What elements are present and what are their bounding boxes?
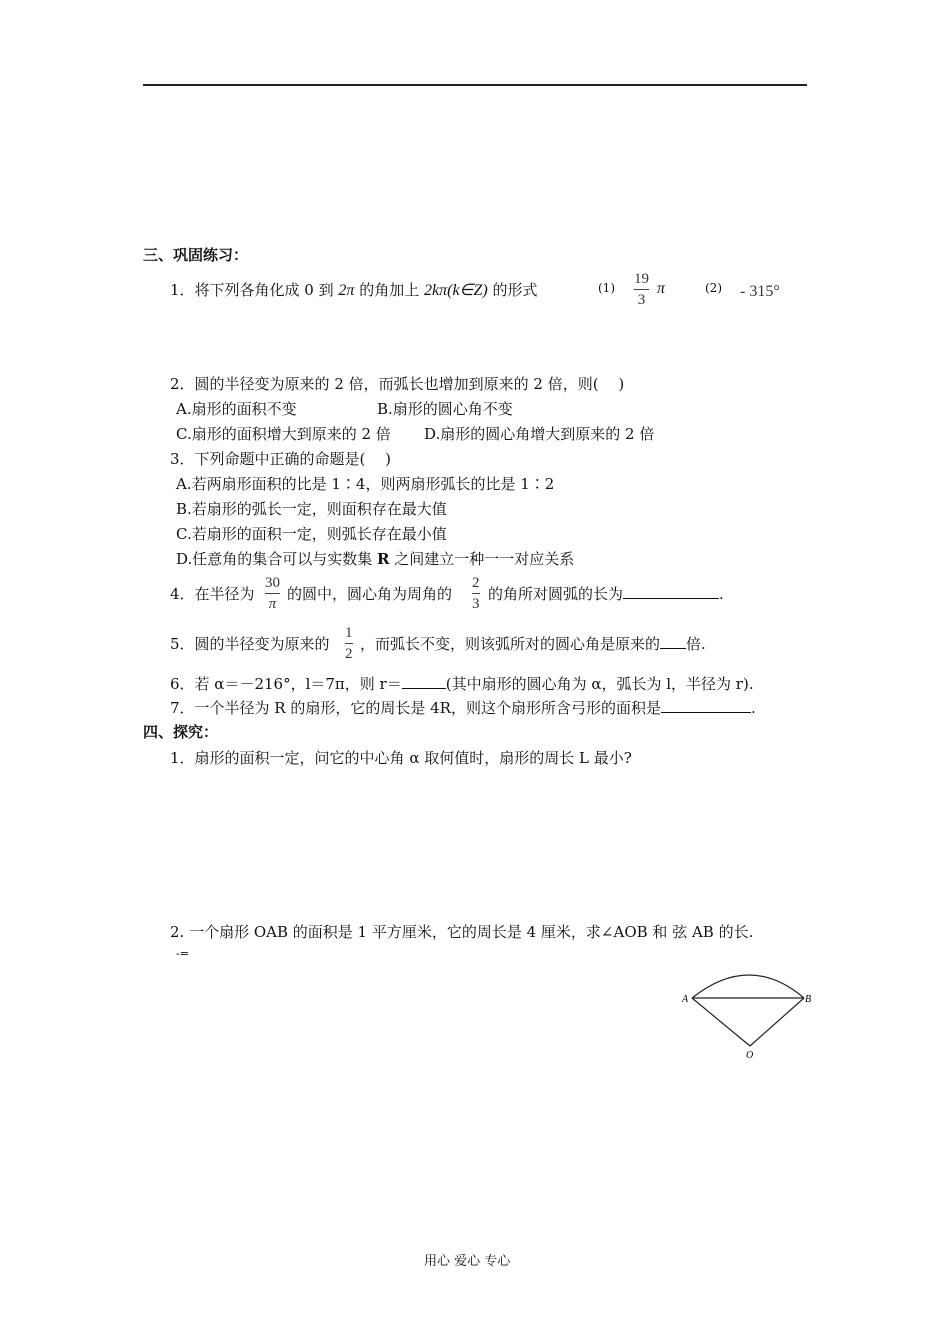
q3-stem: 3．下列命题中正确的命题是( ): [170, 450, 392, 468]
q1-fraction: [634, 270, 649, 309]
q1-pi: π: [657, 280, 666, 297]
label-o: O: [746, 1050, 754, 1061]
q3-option-a: A.若两扇形面积的比是 1∶4，则两扇形弧长的比是 1∶2: [176, 475, 555, 493]
q6-end: (其中扇形的圆心角为 α，弧长为 l，半径为 r).: [445, 675, 754, 693]
q3-option-d-post: 之间建立一种一一对应关系: [394, 550, 575, 568]
q3-option-d-pre: D.任意角的集合可以与实数集: [176, 550, 373, 568]
q1-text-b: 的角加上: [359, 281, 420, 299]
q6-line: [170, 673, 754, 694]
label-b: B: [805, 994, 812, 1005]
q2-option-c: C.扇形的面积增大到原来的 2 倍: [176, 425, 391, 443]
q7-line: [170, 697, 756, 718]
q1-label-2: (2): [705, 281, 722, 295]
q4-text-a: 4．在半径为: [170, 585, 255, 603]
q4-answer-blank[interactable]: [623, 584, 719, 599]
q4-frac2-den: 3: [472, 596, 480, 612]
label-a: A: [682, 994, 689, 1005]
q5-frac-num: 1: [345, 625, 353, 641]
section-3-title: 三、巩固练习：: [143, 246, 249, 264]
q4-text-c-line: [488, 583, 724, 604]
q7-answer-blank[interactable]: [661, 698, 751, 713]
sector-arc: [692, 975, 804, 998]
q5-end: 倍.: [686, 635, 706, 653]
q2-option-a: A.扇形的面积不变: [176, 400, 297, 418]
q1-form: 2kπ(k∈Z): [424, 282, 488, 299]
q1-frac-num: 19: [634, 271, 649, 287]
q2-option-d: D.扇形的圆心角增大到原来的 2 倍: [424, 425, 655, 443]
q5-frac-den: 2: [345, 646, 353, 662]
q1-label-1: (1): [598, 281, 615, 295]
q5-text-a: 5．圆的半径变为原来的: [170, 635, 330, 653]
explore-q2: 2. 一个扇形 OAB 的面积是 1 平方厘米，它的周长是 4 厘米，求∠AOB 和 弦 AB 的长.: [170, 923, 754, 941]
footer: 用心 爱心 专心: [424, 1254, 511, 1269]
q5-text-b: ，而弧长不变，则该弧所对的圆心角是原来的: [360, 635, 661, 653]
radius-ob: [750, 998, 804, 1046]
q1-two-pi: 2π: [338, 282, 355, 299]
stray-mark: -=: [176, 947, 189, 960]
q5-text-b-line: [360, 633, 706, 654]
q4-fraction-2: [472, 574, 480, 613]
q2-option-b: B.扇形的圆心角不变: [377, 400, 513, 418]
q1-frac-den: 3: [637, 292, 646, 308]
radius-oa: [692, 998, 750, 1046]
q3-option-d-bold: R: [377, 550, 390, 568]
q6-text: 6．若 α＝－216°，l＝7π，则 r＝: [170, 675, 402, 693]
q4-text-b: 的圆中，圆心角为周角的: [287, 585, 453, 603]
q5-fraction: [345, 624, 353, 663]
header-rule: [143, 84, 807, 86]
q1-text-c: 的形式: [492, 281, 538, 299]
q1-angle: - 315°: [740, 283, 780, 300]
explore-q1: 1．扇形的面积一定，问它的中心角 α 取何值时，扇形的周长 L 最小?: [170, 749, 632, 767]
q4-frac1-den: π: [268, 596, 277, 612]
q4-frac1-num: 30: [265, 575, 280, 591]
q3-option-d: [176, 548, 574, 569]
q5-answer-blank[interactable]: [660, 634, 686, 649]
sector-figure: [678, 962, 818, 1062]
section-4-title: 四、探究：: [143, 723, 219, 741]
q4-text-c: 的角所对圆弧的长为: [488, 585, 624, 603]
q6-answer-blank[interactable]: [402, 674, 446, 689]
q1-line: [170, 279, 538, 300]
q7-end: .: [750, 699, 756, 717]
q3-option-b: B.若扇形的弧长一定，则面积存在最大值: [176, 500, 447, 518]
q1-text-a: 1．将下列各角化成 0 到: [170, 281, 334, 299]
q4-end: .: [719, 585, 724, 603]
q7-text: 7．一个半径为 R 的扇形，它的周长是 4R，则这个扇形所含弓形的面积是: [170, 699, 661, 717]
q3-option-c: C.若扇形的面积一定，则弧长存在最小值: [176, 525, 447, 543]
q4-frac2-num: 2: [472, 575, 480, 591]
q2-stem: 2．圆的半径变为原来的 2 倍，而弧长也增加到原来的 2 倍，则( ): [170, 375, 625, 393]
q4-fraction-1: [265, 574, 280, 613]
